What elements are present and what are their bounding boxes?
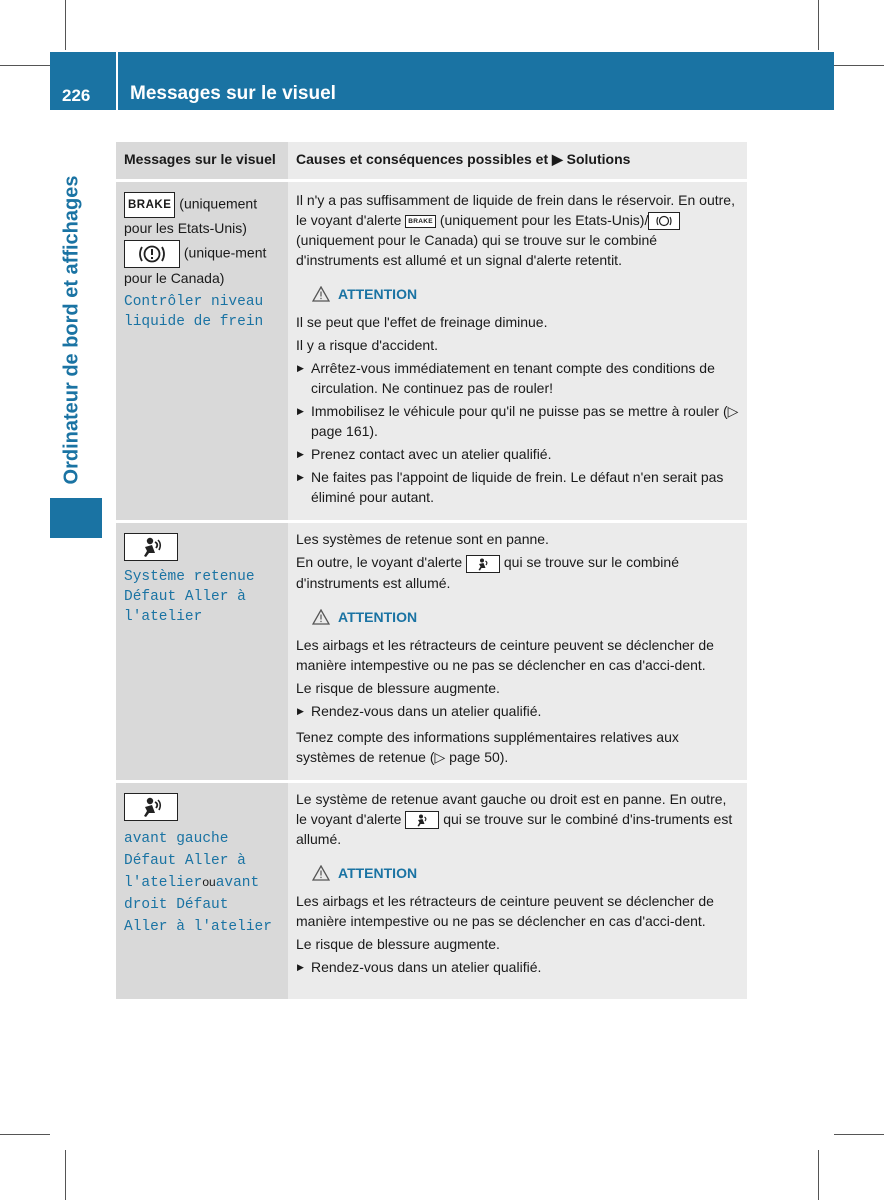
attention-heading [312, 863, 739, 883]
airbag-icon [124, 533, 178, 561]
message-cell [116, 781, 288, 999]
or-label: ou [202, 874, 216, 889]
page-number: 226 [62, 86, 91, 105]
attention-label: ATTENTION [338, 286, 418, 303]
brake-warning-icon: BRAKE [124, 192, 175, 218]
warning-text: Le risque de blessure augmente. [296, 935, 500, 952]
crop-mark [65, 0, 66, 50]
cause-text: Les systèmes de retenue sont en panne. [296, 531, 549, 548]
crop-mark [834, 65, 884, 66]
warning-triangle-icon [312, 865, 330, 881]
solution-step: ▶ Rendez-vous dans un atelier qualifié. [296, 701, 739, 721]
solution-cell [288, 522, 747, 781]
airbag-icon [466, 555, 500, 573]
crop-mark [818, 1150, 819, 1200]
table-row [116, 781, 747, 999]
airbag-icon [405, 811, 439, 829]
warning-text: Les airbags et les rétracteurs de ceinture peuvent se déclencher de manière intempestive ou ne pas se déclencher en cas d'acci-dent. [296, 892, 714, 929]
airbag-icon [124, 793, 178, 821]
warning-text: Le risque de blessure augmente. [296, 679, 500, 696]
attention-heading [312, 607, 739, 627]
page-title: Messages sur le visuel [130, 83, 336, 104]
message-cell [116, 181, 288, 522]
header-divider [116, 52, 118, 110]
solution-step: ▶ Immobilisez le véhicule pour qu'il ne puisse pas se mettre à rouler (▷ page 161). [296, 401, 739, 441]
table-row [116, 522, 747, 781]
display-message: avant gauche Défaut Aller à l'atelier [124, 830, 246, 891]
attention-label: ATTENTION [338, 864, 418, 881]
crop-mark [65, 1150, 66, 1200]
crop-mark [818, 0, 819, 50]
crop-mark [834, 1134, 884, 1135]
section-tab-label: Ordinateur de bord et affichages [60, 175, 83, 485]
cause-text: qui se trouve sur le combiné d'ins-truments est allumé. [296, 810, 733, 847]
cause-text: Le système de retenue avant gauche ou droit est en panne. En outre, le voyant d'alerte [296, 790, 727, 827]
solution-cell [288, 181, 747, 522]
brake-circle-icon [124, 240, 180, 268]
table-row [116, 181, 747, 522]
table-header-row [116, 142, 747, 181]
brake-circle-icon [648, 212, 680, 230]
crop-mark [0, 65, 50, 66]
warning-text: Il se peut que l'effet de freinage diminue. [296, 314, 548, 331]
display-message: avant droit Défaut Aller à l'atelier [124, 874, 272, 935]
section-marker [50, 498, 102, 538]
messages-table [116, 142, 747, 999]
cause-text: (uniquement pour le Canada) qui se trouve sur le combiné d'instruments est allumé et un signal d'alerte retentit. [296, 232, 658, 269]
col2-header: Causes et conséquences possibles et ▶ Solutions [288, 142, 747, 181]
col1-header: Messages sur le visuel [116, 142, 288, 181]
solution-step: ▶ Arrêtez-vous immédiatement en tenant compte des conditions de circulation. Ne continuez pas de rouler! [296, 358, 739, 398]
message-cell [116, 522, 288, 781]
warning-triangle-icon [312, 609, 330, 625]
brake-warning-icon: BRAKE [405, 215, 436, 228]
attention-label: ATTENTION [338, 608, 418, 625]
warning-triangle-icon [312, 286, 330, 302]
solution-step: ▶ Rendez-vous dans un atelier qualifié. [296, 957, 739, 977]
usa-note: (uniquement pour les Etats-Unis) [124, 195, 258, 236]
cause-text: (uniquement pour les Etats-Unis)/ [439, 212, 649, 228]
solution-step: ▶ Ne faites pas l'appoint de liquide de frein. Le défaut n'en serait pas éliminé pour autant. [296, 467, 739, 507]
cause-text: Il n'y a pas suffisamment de liquide de frein dans le réservoir. En outre, le voyant d'alerte [296, 192, 735, 228]
cause-text: En outre, le voyant d'alerte [296, 554, 463, 571]
crop-mark [0, 1134, 50, 1135]
canada-note: (unique-ment pour le Canada) [124, 244, 267, 286]
info-text: Tenez compte des informations supplémentaires relatives aux systèmes de retenue (▷ page 50). [296, 728, 679, 765]
solution-cell [288, 781, 747, 999]
display-message: Système retenue Défaut Aller à l'atelier [124, 569, 255, 626]
attention-heading [312, 284, 739, 304]
solution-step: ▶ Prenez contact avec un atelier qualifié. [296, 444, 739, 464]
cause-text: qui se trouve sur le combiné d'instruments est allumé. [296, 554, 679, 591]
warning-text: Les airbags et les rétracteurs de ceinture peuvent se déclencher de manière intempestive ou ne pas se déclencher en cas d'acci-dent. [296, 636, 714, 673]
display-message: Contrôler niveau liquide de frein [124, 294, 264, 330]
warning-text: Il y a risque d'accident. [296, 337, 438, 354]
